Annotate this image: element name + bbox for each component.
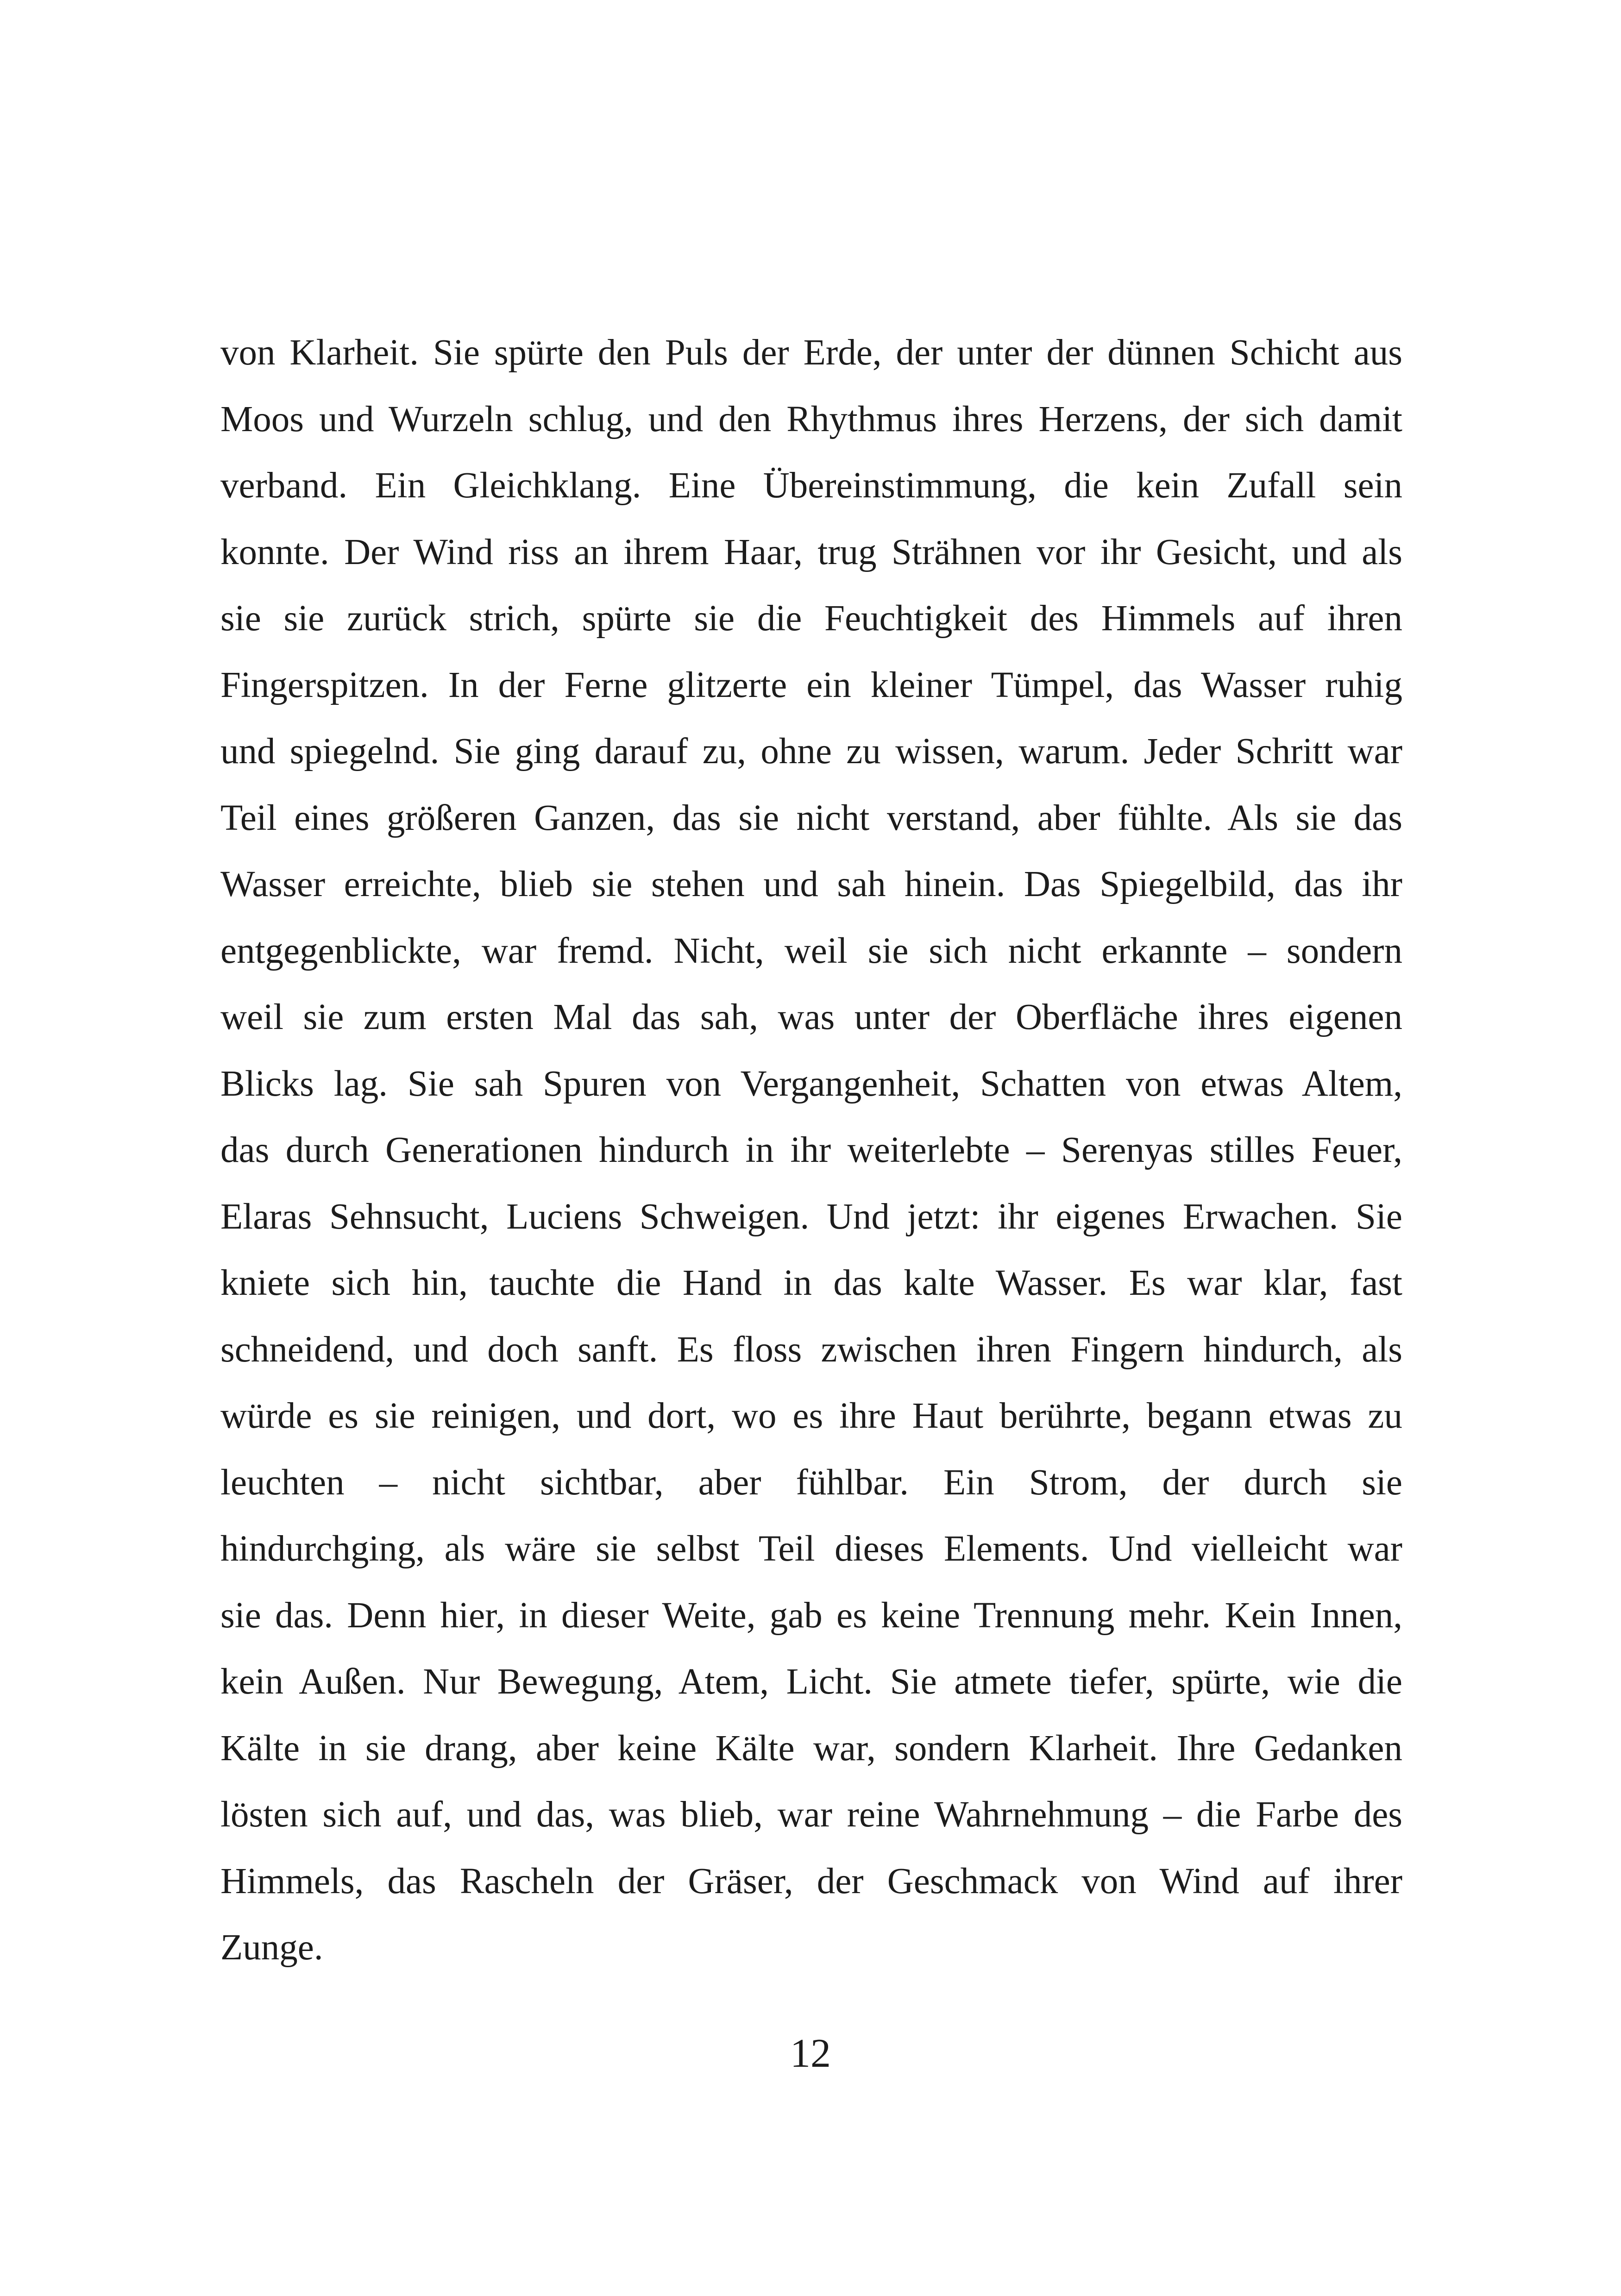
text-line: kniete sich hin, tauchte die Hand in das kalte Wasser. Es war klar, fast — [220, 1263, 1402, 1303]
text-line: hindurchging, als wäre sie selbst Teil dieses Elements. Und vielleicht war — [220, 1529, 1402, 1569]
text-line: Wasser erreichte, blieb sie stehen und sah hinein. Das Spiegelbild, das ihr — [220, 864, 1402, 904]
text-line: Elaras Sehnsucht, Luciens Schweigen. Und jetzt: ihr eigenes Erwachen. Sie — [220, 1196, 1402, 1237]
text-line: lösten sich auf, und das, was blieb, war reine Wahrnehmung – die Farbe des — [220, 1794, 1402, 1835]
text-line: sie das. Denn hier, in dieser Weite, gab es keine Trennung mehr. Kein Innen, — [220, 1595, 1402, 1636]
text-line: kein Außen. Nur Bewegung, Atem, Licht. Sie atmete tiefer, spürte, wie die — [220, 1662, 1402, 1702]
text-line: konnte. Der Wind riss an ihrem Haar, trug Strähnen vor ihr Gesicht, und als — [220, 532, 1402, 572]
text-line: schneidend, und doch sanft. Es floss zwischen ihren Fingern hindurch, als — [220, 1329, 1402, 1370]
text-line: würde es sie reinigen, und dort, wo es ihre Haut berührte, begann etwas zu — [220, 1396, 1402, 1436]
text-line: Kälte in sie drang, aber keine Kälte war, sondern Klarheit. Ihre Gedanken — [220, 1728, 1402, 1769]
body-paragraph — [220, 320, 1402, 1981]
text-line: Himmels, das Rascheln der Gräser, der Geschmack von Wind auf ihrer — [220, 1861, 1402, 1901]
text-line: verband. Ein Gleichklang. Eine Übereinstimmung, die kein Zufall sein — [220, 465, 1402, 506]
text-line: das durch Generationen hindurch in ihr weiterlebte – Serenyas stilles Feuer, — [220, 1130, 1402, 1170]
text-line: entgegenblickte, war fremd. Nicht, weil sie sich nicht erkannte – sondern — [220, 930, 1402, 971]
text-line: und spiegelnd. Sie ging darauf zu, ohne zu wissen, warum. Jeder Schritt war — [220, 731, 1402, 772]
text-line: Fingerspitzen. In der Ferne glitzerte ein kleiner Tümpel, das Wasser ruhig — [220, 665, 1402, 705]
text-line: sie sie zurück strich, spürte sie die Feuchtigkeit des Himmels auf ihren — [220, 598, 1402, 639]
page-number: 12 — [790, 2031, 831, 2076]
text-line: von Klarheit. Sie spürte den Puls der Erde, der unter der dünnen Schicht aus — [220, 332, 1402, 373]
text-line-last: Zunge. — [220, 1927, 323, 1968]
text-line: weil sie zum ersten Mal das sah, was unter der Oberfläche ihres eigenen — [220, 997, 1402, 1037]
text-line: leuchten – nicht sichtbar, aber fühlbar. Ein Strom, der durch sie — [220, 1462, 1402, 1503]
text-line: Teil eines größeren Ganzen, das sie nicht verstand, aber fühlte. Als sie das — [220, 797, 1402, 838]
text-line: Blicks lag. Sie sah Spuren von Vergangenheit, Schatten von etwas Altem, — [220, 1063, 1402, 1104]
text-line: Moos und Wurzeln schlug, und den Rhythmus ihres Herzens, der sich damit — [220, 399, 1402, 439]
